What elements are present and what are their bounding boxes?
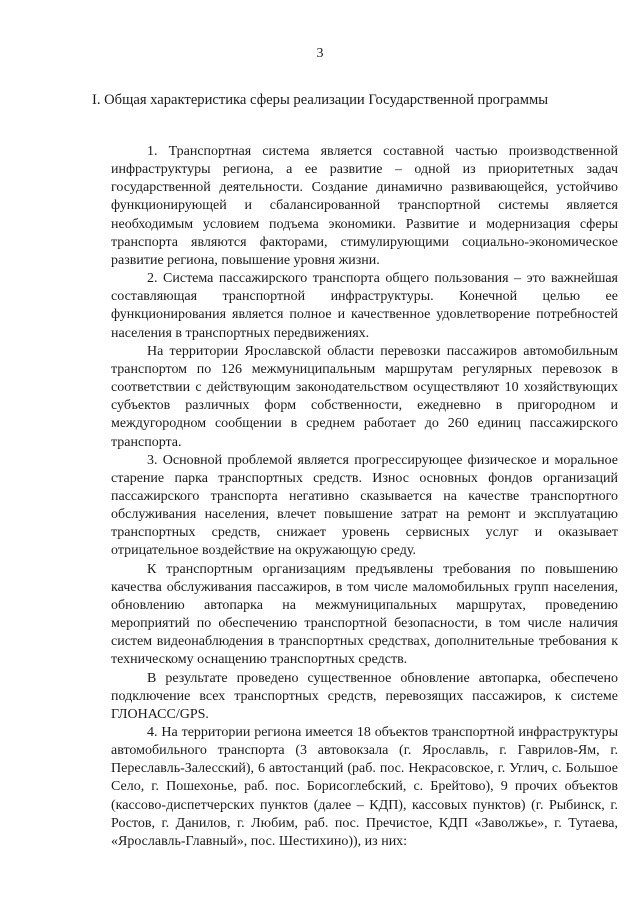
paragraph-1: 1. Транспортная система является составной частью производственной инфраструктуры региона, а ее развитие – одной из приоритетных задач государственной деятельности. Создание динамично развивающейся, устойчиво функционирующей и сбалансированной транспортной системы является необходимым условием подъема экономики. Развитие и модернизация сферы транспорта являются факторами, стимулирующими социально-экономическое развитие региона, повышение уровня жизни.	[111, 144, 618, 268]
paragraph-2: 2. Система пассажирского транспорта общего пользования – это важнейшая составляющая транспортной инфраструктуры. Конечной целью ее функционирования является полное и качественное удовлетворение потребностей населения в транспортных передвижениях.	[111, 271, 618, 341]
page-number: 3	[316, 46, 324, 61]
paragraph-4: 3. Основной проблемой является прогрессирующее физическое и моральное старение парка транспортных средств. Износ основных фондов организаций пассажирского транспорта негативно сказывается на качестве транспортного обслуживания населения, влечет повышение затрат на ремонт и эксплуатацию транспортных средств, снижает уровень сервисных услуг и оказывает отрицательное воздействие на окружающую среду.	[111, 452, 618, 559]
paragraph-6: В результате проведено существенное обновление автопарка, обеспечено подключение всех транспортных средств, перевозящих пассажиров, к системе ГЛОНАСС/GPS.	[111, 670, 618, 722]
document-body	[111, 143, 618, 851]
section-title: I. Общая характеристика сферы реализации Государственной программы	[91, 92, 548, 108]
paragraph-7: 4. На территории региона имеется 18 объектов транспортной инфраструктуры автомобильного транспорта (3 автовокзала (г. Ярославль, г. Гаврилов-Ям, г. Переславль-Залесский), 6 автостанций (раб. пос. Некрасовское, г. Углич, с. Большое Село, г. Пошехонье, раб. пос. Борисоглебский, с. Брейтово), 9 прочих объектов (кассово-диспетчерских пунктов (далее – КДП), кассовых пунктов) (г. Рыбинск, г. Ростов, г. Данилов, г. Любим, раб. пос. Пречистое, КДП «Заволжье», г. Тутаева, «Ярославль-Главный», пос. Шестихино)), из них:	[111, 725, 618, 849]
paragraph-5: К транспортным организациям предъявлены требования по повышению качества обслуживания пассажиров, в том числе маломобильных групп населения, обновлению автопарка на межмуниципальных маршрутах, проведению мероприятий по обеспечению транспортной безопасности, в том числе наличия систем видеонаблюдения в транспортных средствах, дополнительные требования к техническому оснащению транспортных средств.	[111, 561, 618, 668]
paragraph-3: На территории Ярославской области перевозки пассажиров автомобильным транспортом по 126 межмуниципальным маршрутам регулярных перевозок в соответствии с действующим законодательством осуществляют 10 хозяйствующих субъектов различных форм собственности, ежедневно в пригородном и междугородном сообщении в среднем работает до 260 единиц пассажирского транспорта.	[111, 343, 618, 450]
